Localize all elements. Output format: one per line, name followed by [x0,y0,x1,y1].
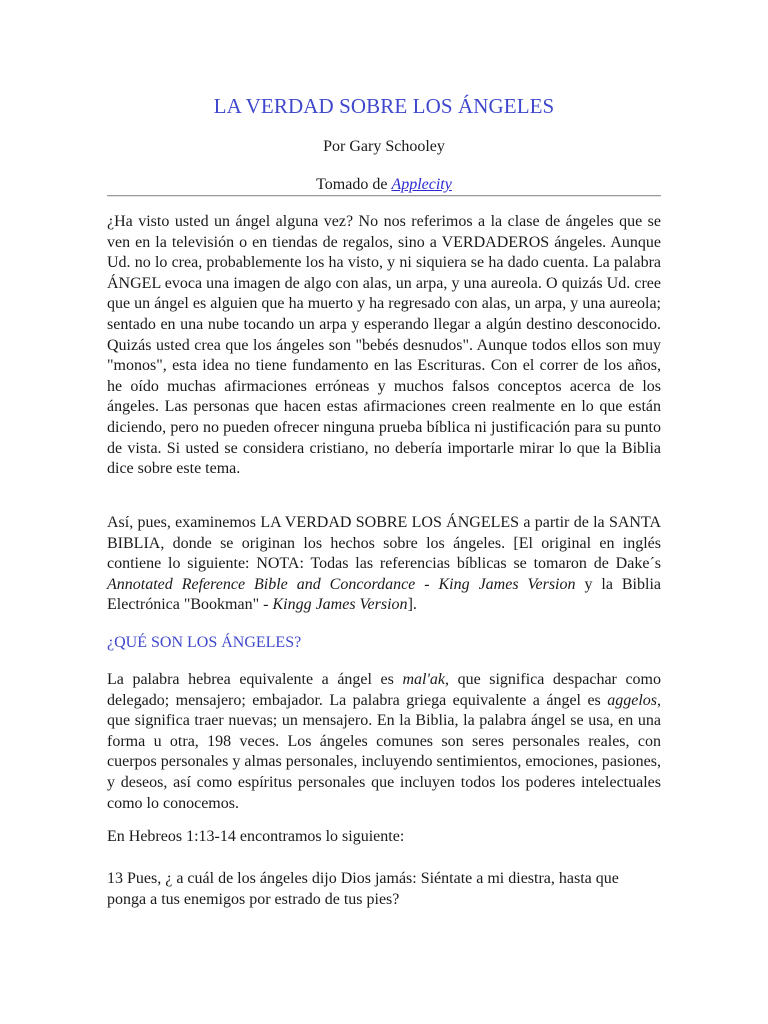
paragraph-intro: ¿Ha visto usted un ángel alguna vez? No nos referimos a la clase de ángeles que se ven en la televisión o en tiendas de regalos, sino a VERDADEROS ángeles. Aunque Ud. no lo crea, probablemente los ha visto, y ni siquiera se ha dado cuenta. La palabra ÁNGEL evoca una imagen de algo con alas, un arpa, y una aureola. O quizás Ud. cree que un ángel es alguien que ha muerto y ha regresado con alas, un arpa, y una aureola; sentado en una nube tocando un arpa y esperando llegar a algún destino desconocido. Quizás usted crea que los ángeles son "bebés desnudos". Aunque todos ellos son muy "monos", esta idea no tiene fundamento en las Escrituras. Con el correr de los años, he oído muchas afirmaciones erróneas y muchos falsos conceptos acerca de los ángeles. Las personas que hacen estas afirmaciones creen realmente en lo que están diciendo, pero no pueden ofrecer ninguna prueba bíblica ni justificación para su punto de vista. Si usted se considera cristiano, no debería importarle mirar lo que la Biblia dice sobre este tema. [107,213,661,478]
source-prefix: Tomado de [316,176,392,193]
paragraph-truth-italic-b: Kingg James Version [272,596,408,614]
paragraph-truth-text-a: Así, pues, examinemos LA VERDAD SOBRE LOS ÁNGELES a partir de la SANTA BIBLIA, donde se originan los hechos sobre los ángeles. [El original en inglés contiene lo siguiente: NOTA: Todas las referencias bíblicas se tomaron de Dake´s [107,514,661,573]
paragraph-truth [107,513,661,616]
document-title: LA VERDAD SOBRE LOS ÁNGELES [213,94,555,118]
paragraph-hebrews-intro: En Hebreos 1:13-14 encontramos lo siguiente: [107,828,405,845]
paragraph-definition-italic-a: mal'ak [402,671,445,688]
paragraph-truth-italic-a: Annotated Reference Bible and Concordance - King James Version [107,575,576,593]
paragraph-definition [107,670,661,814]
section-heading-what-are-angels: ¿QUÉ SON LOS ÁNGELES? [107,634,302,651]
source-link[interactable]: Applecity [391,176,452,193]
paragraph-truth-text-c: ]. [407,596,417,614]
paragraph-definition-text-c: , que significa traer nuevas; un mensajero. En la Biblia, la palabra ángel se usa, en una forma u otra, 198 veces. Los ángeles comunes son seres personales reales, con cuerpos personales y almas personales, incluyendo sentimientos, emociones, pasiones, y deseos, así como espíritus personales que incluyen todos los poderes intelectuales como lo conocemos. [107,691,661,812]
horizontal-divider [107,195,661,197]
paragraph-hebrews-verse: 13 Pues, ¿ a cuál de los ángeles dijo Dios jamás: Siéntate a mi diestra, hasta que ponga a tus enemigos por estrado de tus pies? [107,870,619,908]
paragraph-truth-text-b: y la Biblia Electrónica "Bookman" - [107,575,661,614]
source-line [107,175,661,195]
author-byline: Por Gary Schooley [323,138,445,155]
paragraph-definition-text-a: La palabra hebrea equivalente a ángel es [107,671,403,688]
paragraph-definition-text-b: , que significa despachar como delegado; mensajero; embajador. La palabra griega equivalente a ángel es [107,671,661,709]
paragraph-definition-italic-b: aggelos [607,691,657,709]
